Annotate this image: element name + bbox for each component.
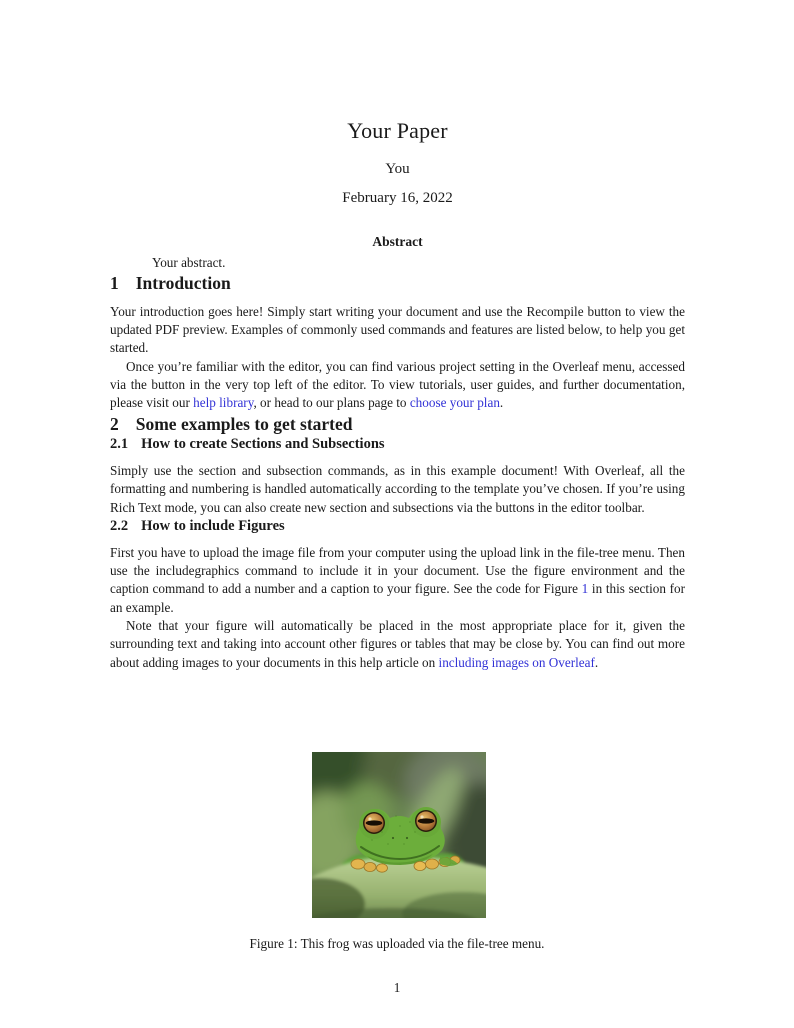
- figures-p2-text-1: Note that your figure will automatically be placed in the most appropriate place for it, given the surrounding text and taking into account other figures or tables that may be close by. You can find out more about adding images to your documents in this help article on: [110, 618, 685, 670]
- figures-paragraph-2: [110, 617, 685, 672]
- subsection-2-2-title: How to include Figures: [141, 518, 285, 535]
- help-library-link[interactable]: help library: [193, 395, 254, 411]
- figures-p1-text-1: First you have to upload the image file from your computer using the upload link in the file-tree menu. Then use the includegraphics command to include it in your document. Use the figure environment and the caption command to add a number and a caption to your figure. See the code for Figure: [110, 544, 685, 597]
- page-number: 1: [393, 980, 401, 995]
- subsection-2-1-title: How to create Sections and Subsections: [141, 436, 385, 453]
- section-2-heading: [110, 413, 685, 436]
- frog-photo: [312, 752, 486, 918]
- intro-paragraph-2: [110, 358, 685, 413]
- paper-title: Your Paper: [347, 118, 448, 143]
- subsection-2-2-number: 2.2: [110, 518, 129, 535]
- abstract-text: Your abstract.: [152, 255, 226, 270]
- figure-1-ref-link[interactable]: 1: [581, 581, 589, 597]
- choose-your-plan-link[interactable]: choose your plan: [409, 395, 500, 411]
- intro-p2-text-1: Once you’re familiar with the editor, you can find various project setting in the Overleaf menu, accessed via the button in the very top left of the editor. To view tutorials, user guides, and further documentation, please visit our: [110, 358, 685, 411]
- text-column: [110, 0, 685, 672]
- section-2-title: Some examples to get started: [135, 413, 353, 434]
- figures-paragraph-1: [110, 544, 685, 617]
- subsection-2-1-paragraph: Simply use the section and subsection commands, as in this example document! With Overleaf, all the formatting and numbering is handled automatically according to the template you’ve chosen. If you’re using Rich Text mode, you can also create new section and subsections via the buttons in the editor toolbar.: [110, 463, 685, 515]
- subsection-2-1-number: 2.1: [110, 436, 129, 453]
- section-2-number: 2: [110, 413, 119, 434]
- paper-author: You: [385, 161, 410, 177]
- figure-1: [312, 752, 486, 918]
- figures-p1-text-2: in this section for an example.: [110, 581, 685, 615]
- intro-paragraph-1: Your introduction goes here! Simply start writing your document and use the Recompile button to view the updated PDF preview. Examples of commonly used commands and features are listed below, to help you get started.: [110, 303, 685, 356]
- abstract-heading: Abstract: [372, 234, 423, 249]
- section-1-number: 1: [110, 273, 119, 293]
- section-1-heading: [110, 272, 685, 295]
- section-1-title: Introduction: [135, 273, 231, 293]
- intro-p2-text-2: , or head to our plans page to: [253, 395, 410, 411]
- including-images-link[interactable]: including images on Overleaf: [438, 654, 595, 670]
- figures-p2-text-2: .: [594, 654, 599, 670]
- figure-1-caption: Figure 1: This frog was uploaded via the file-tree menu.: [249, 936, 545, 951]
- paper-date: February 16, 2022: [342, 190, 453, 206]
- subsection-2-1-heading: [110, 435, 685, 454]
- intro-p2-text-3: .: [499, 395, 504, 411]
- subsection-2-2-heading: [110, 517, 685, 536]
